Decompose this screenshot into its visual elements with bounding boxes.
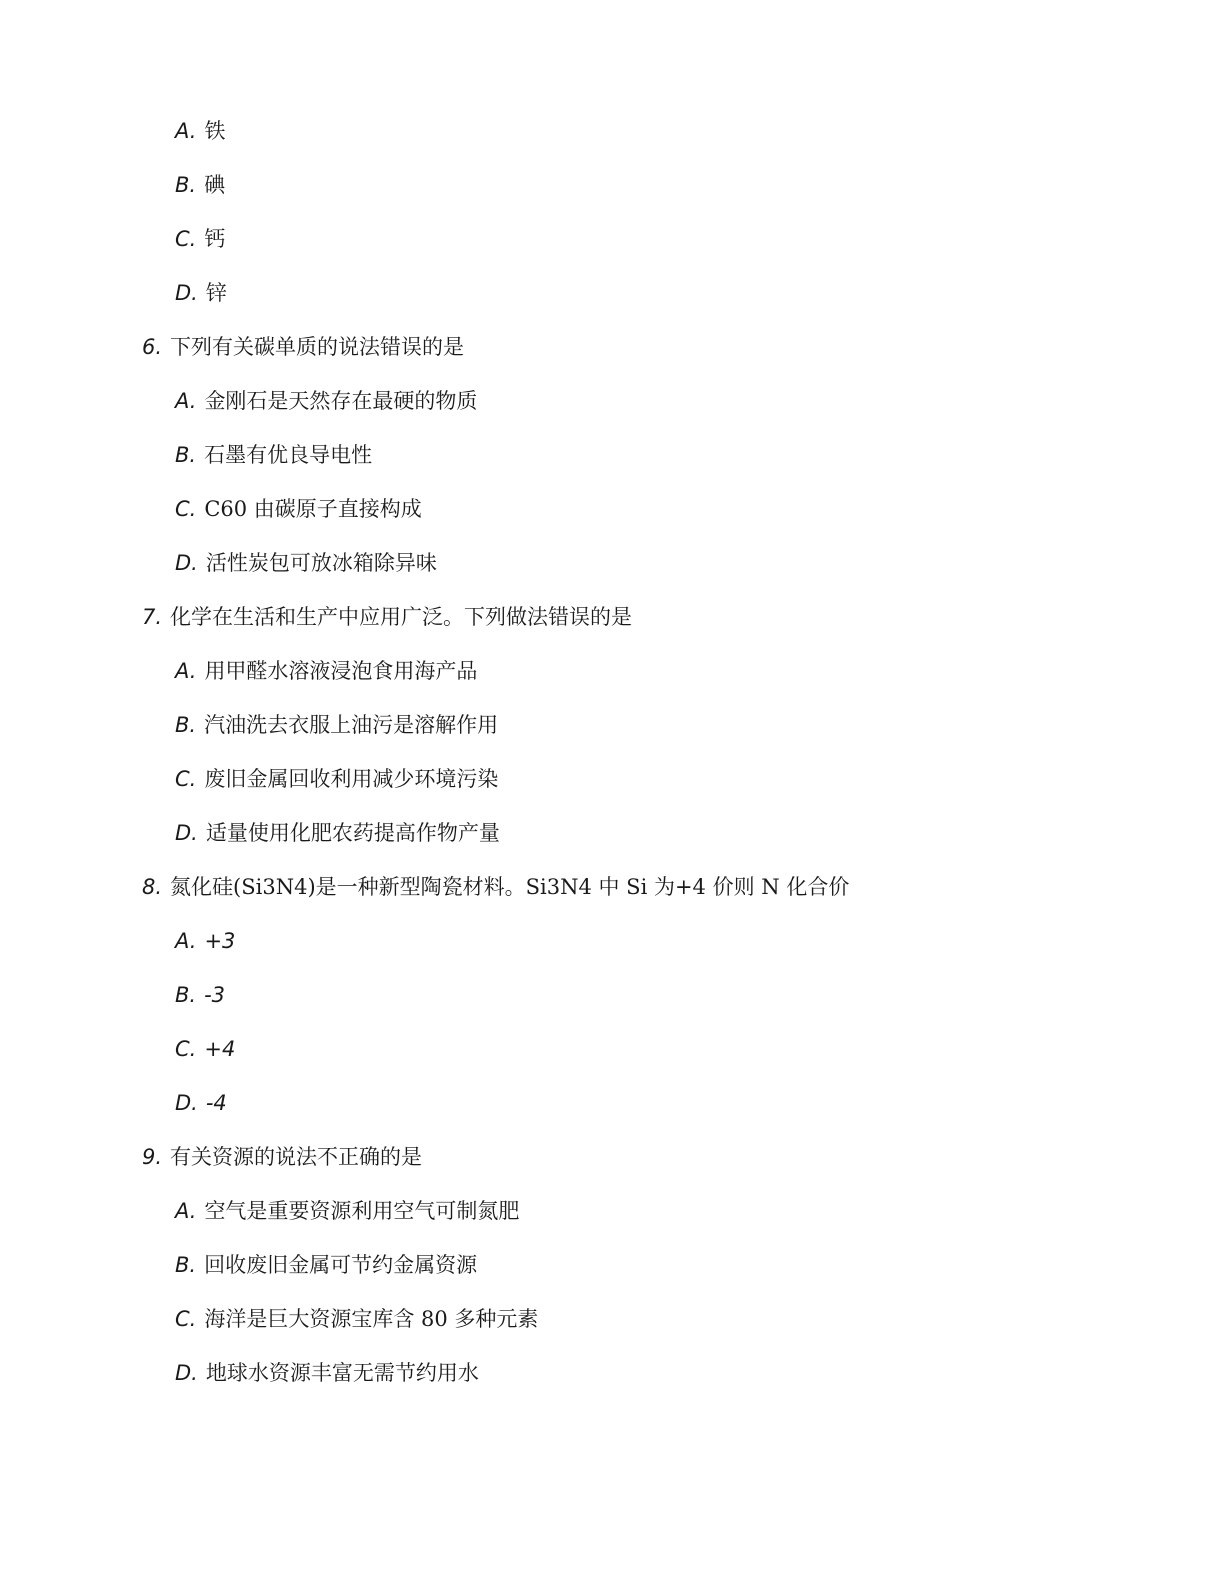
question-text: 下列有关碳单质的说法错误的是: [170, 335, 465, 359]
option-text: 钙: [204, 227, 226, 251]
question-number: 8.: [142, 875, 163, 899]
question-number: 6.: [142, 335, 163, 359]
option-a: [175, 1196, 519, 1226]
option-b: [175, 440, 372, 470]
option-text: 活性炭包可放冰箱除异味: [205, 551, 437, 575]
option-label: C.: [175, 227, 197, 251]
option-text: 地球水资源丰富无需节约用水: [205, 1361, 479, 1385]
option-a: [175, 116, 225, 146]
question-stem: [142, 1142, 422, 1172]
option-label: C.: [175, 1037, 197, 1061]
option-label: A.: [175, 389, 197, 413]
option-d: [175, 1088, 235, 1118]
option-label: D.: [175, 821, 198, 845]
question-stem: [142, 332, 464, 362]
option-text: C60 由碳原子直接构成: [204, 497, 422, 521]
option-text: +3: [204, 929, 236, 953]
option-b: [175, 1250, 477, 1280]
option-label: D.: [175, 1361, 198, 1385]
option-d: [175, 818, 500, 848]
option-label: D.: [175, 551, 198, 575]
option-d: [175, 548, 437, 578]
option-b: [175, 710, 498, 740]
option-c: [175, 1034, 243, 1064]
option-text: 用甲醛水溶液浸泡食用海产品: [204, 659, 478, 683]
option-label: A.: [175, 929, 197, 953]
option-text: -4: [205, 1091, 227, 1115]
option-text: +4: [204, 1037, 236, 1061]
question-stem: [142, 872, 849, 902]
option-label: B.: [175, 443, 197, 467]
option-text: 海洋是巨大资源宝库含 80 多种元素: [204, 1307, 539, 1331]
option-text: 碘: [204, 173, 226, 197]
option-text: 铁: [204, 119, 226, 143]
option-text: -3: [204, 983, 226, 1007]
question-text: 氮化硅(Si3N4)是一种新型陶瓷材料。Si3N4 中 Si 为+4 价则 N 化合价: [170, 875, 850, 899]
option-d: [175, 278, 227, 308]
option-text: 石墨有优良导电性: [204, 443, 373, 467]
option-text: 废旧金属回收利用减少环境污染: [204, 767, 499, 791]
option-label: B.: [175, 983, 197, 1007]
option-b: [175, 170, 225, 200]
option-c: [175, 1304, 538, 1334]
option-label: A.: [175, 659, 197, 683]
option-label: C.: [175, 1307, 197, 1331]
question-text: 化学在生活和生产中应用广泛。下列做法错误的是: [170, 605, 633, 629]
option-text: 回收废旧金属可节约金属资源: [204, 1253, 478, 1277]
option-label: C.: [175, 497, 197, 521]
option-d: [175, 1358, 479, 1388]
option-label: C.: [175, 767, 197, 791]
option-c: [175, 494, 422, 524]
option-a: [175, 926, 243, 956]
option-label: B.: [175, 713, 197, 737]
option-label: A.: [175, 119, 197, 143]
option-a: [175, 656, 477, 686]
option-label: D.: [175, 281, 198, 305]
option-c: [175, 224, 225, 254]
question-text: 有关资源的说法不正确的是: [170, 1145, 423, 1169]
option-a: [175, 386, 477, 416]
option-label: B.: [175, 173, 197, 197]
option-b: [175, 980, 233, 1010]
option-text: 空气是重要资源利用空气可制氮肥: [204, 1199, 520, 1223]
option-text: 金刚石是天然存在最硬的物质: [204, 389, 478, 413]
option-text: 适量使用化肥农药提高作物产量: [205, 821, 500, 845]
question-stem: [142, 602, 632, 632]
option-text: 锌: [205, 281, 227, 305]
question-number: 9.: [142, 1145, 163, 1169]
option-label: B.: [175, 1253, 197, 1277]
question-number: 7.: [142, 605, 163, 629]
option-label: D.: [175, 1091, 198, 1115]
option-text: 汽油洗去衣服上油污是溶解作用: [204, 713, 499, 737]
option-c: [175, 764, 498, 794]
option-label: A.: [175, 1199, 197, 1223]
